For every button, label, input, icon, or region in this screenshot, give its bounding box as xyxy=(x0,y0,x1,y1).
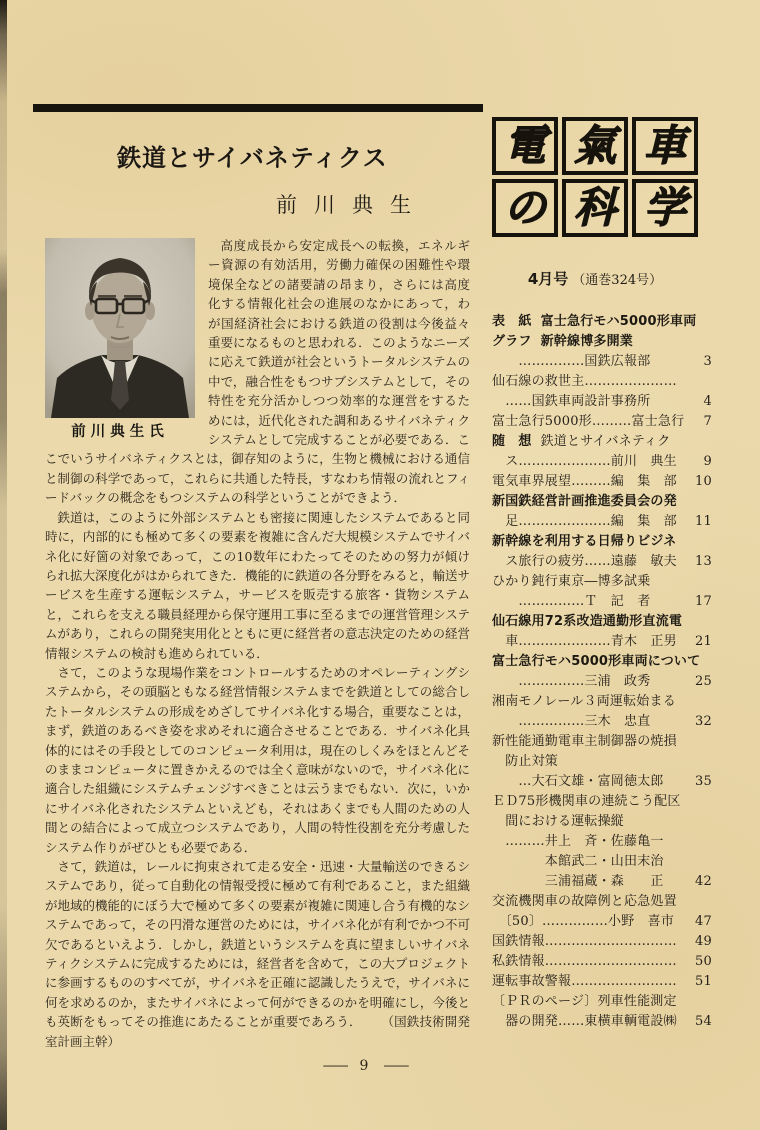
toc-list xyxy=(492,310,712,1030)
toc-entry xyxy=(492,750,712,770)
issue-volume: （通巻324号） xyxy=(572,273,663,288)
logo-character-cell: 車 xyxy=(632,117,698,175)
toc-page-number: 54 xyxy=(695,1014,712,1029)
toc-entry xyxy=(492,530,712,550)
toc-entry xyxy=(492,570,712,590)
toc-entry xyxy=(492,830,712,850)
toc-section-label: 随 想 xyxy=(492,434,532,449)
logo-character-cell: 氣 xyxy=(562,117,628,175)
toc-entry xyxy=(492,310,712,330)
toc-page-number: 21 xyxy=(695,634,712,649)
toc-entry xyxy=(492,470,712,490)
toc-entry xyxy=(492,1010,712,1030)
toc-entry-title: 私鉄情報………………………… xyxy=(492,954,677,969)
toc-entry xyxy=(492,970,712,990)
logo-character-cell: 電 xyxy=(492,117,558,175)
author-credit: （国鉄技術開発室計画主幹） xyxy=(45,1014,470,1049)
toc-entry-title: 電気車界展望………編 集 部 xyxy=(492,474,677,489)
toc-page-number: 17 xyxy=(695,594,712,609)
toc-page-number: 49 xyxy=(695,934,712,949)
toc-entry-title: 車…………………青木 正男 xyxy=(492,634,677,649)
magazine-logo xyxy=(492,117,698,237)
toc-page-number: 42 xyxy=(695,874,712,889)
toc-entry-title: 足…………………編 集 部 xyxy=(492,514,677,529)
toc-entry-title: 仙石線用72系改造通勤形直流電 xyxy=(492,614,683,629)
toc-entry-title: 富士急行モハ5000形車両について xyxy=(492,654,701,669)
toc-entry xyxy=(492,490,712,510)
photo-caption: 前川典生氏 xyxy=(71,423,169,440)
toc-entry xyxy=(492,850,712,870)
toc-page-number: 51 xyxy=(695,974,712,989)
toc-entry-title: 〔50〕……………小野 喜市 xyxy=(492,914,675,929)
toc-entry xyxy=(492,510,712,530)
logo-character-cell: 学 xyxy=(632,179,698,237)
toc-entry-title: 本館武二・山田末治 xyxy=(492,854,664,869)
toc-entry-title: 三浦福蔵・森 正 xyxy=(492,874,664,889)
toc-entry-title: 新幹線を利用する日帰りビジネ xyxy=(492,534,677,549)
toc-page-number: 7 xyxy=(703,414,712,429)
toc-entry xyxy=(492,770,712,790)
toc-section-label: グラフ xyxy=(492,334,532,349)
toc-entry-title: 鉄道とサイバネティク xyxy=(540,434,671,449)
page-scan-edge xyxy=(0,0,7,1130)
toc-entry-title: 新幹線博多開業 xyxy=(540,334,634,349)
toc-entry-title: ……………三浦 政秀 xyxy=(492,674,651,689)
toc-entry-title: 富士急行5000形………富士急行 xyxy=(492,414,685,429)
toc-entry-title: 間における運転操縦 xyxy=(492,814,625,829)
toc-entry xyxy=(492,670,712,690)
toc-page-number: 47 xyxy=(695,914,712,929)
toc-column xyxy=(492,117,712,1030)
toc-entry xyxy=(492,910,712,930)
toc-page-number: 3 xyxy=(703,354,712,369)
toc-page-number: 4 xyxy=(703,394,712,409)
toc-entry xyxy=(492,730,712,750)
article-author: 前川典生 xyxy=(276,193,428,217)
article-paragraph: 高度成長から安定成長への転換，エネルギー資源の有効活用，労働力確保の困難性や環境保全などの諸要請の昂まり，さらには高度化する情報化社会の進展のなかにあって，わが国経済社会における鉄道の役割は今後益々重要になるものと思われる．このようなニーズに応えて鉄道が社会というトータルシステムの中で，融合性をもつサブシステムとして，その特性を充分活かしつつ効率的な運営をするためには，近代化された調和あるサイバネティクシステムとして完成することが必要である．ここでいうサイバネティクスとは，御存知のように，生物と機械における通信と制御の科学であって，これらに共通した特長，すなわち情報の流れとフィードバックの概念をもつシステムの科学ということができよう． xyxy=(45,238,470,506)
toc-entry-title: ＥＤ75形機関車の連続こう配区 xyxy=(492,794,681,809)
toc-entry-title: ス旅行の疲労……遠藤 敏夫 xyxy=(492,554,677,569)
toc-entry-title: ……………国鉄広報部 xyxy=(492,354,651,369)
article-paragraph: さて，鉄道は，レールに拘束されて走る安全・迅速・大量輸送のできるシステムであり，従って自動化の情報受授に極めて有利であること，また組織が地域的機能的にぼう大で極めて多くの要素が複雑に関連し合う有機的なシステムであって，その円滑な運営のためには，サイバネ化が有利でかつ不可欠であるといえよう．しかし，鉄道というシステムを真に望ましいサイバネティクシステムに完成するためには，経営者を含めて，この大プロジェクトに参画するもののすべてが，サイバネを正確に認識したうえで，サイバネに何を求めるのか，またサイバネによって何ができるのかを明確にし，今後とも英断をもってその推進にあたることが重要であろう． （国鉄技術開発室計画主幹） xyxy=(45,859,471,1049)
toc-entry xyxy=(492,950,712,970)
toc-page-number: 13 xyxy=(695,554,712,569)
article-top-rule xyxy=(33,104,483,112)
issue-line xyxy=(492,268,698,289)
toc-page-number: 32 xyxy=(695,714,712,729)
toc-entry-title: 国鉄情報………………………… xyxy=(492,934,677,949)
article-column xyxy=(45,112,470,1051)
toc-entry-title: 新性能通勤電車主制御器の焼損 xyxy=(492,734,677,749)
toc-entry xyxy=(492,410,712,430)
toc-entry xyxy=(492,430,712,450)
toc-entry-title: …大石文雄・富岡徳太郎 xyxy=(492,774,664,789)
toc-entry xyxy=(492,690,712,710)
toc-entry-title: ……………Ｔ 記 者 xyxy=(492,594,651,609)
toc-entry-title: ……国鉄車両設計事務所 xyxy=(492,394,651,409)
toc-page-number: 35 xyxy=(695,774,712,789)
toc-page-number: 10 xyxy=(695,474,712,489)
toc-entry-title: 器の開発……東横車輌電設㈱ xyxy=(492,1014,677,1029)
toc-entry xyxy=(492,930,712,950)
toc-entry xyxy=(492,990,712,1010)
toc-entry-title: ス…………………前川 典生 xyxy=(492,454,677,469)
article-paragraph: さて，このような現場作業をコントロールするためのオペレーティングシステムから，その頭脳ともなる経営情報システムまでを鉄道としての総合したトータルシステムの形成をめざしてサイバネ化する場合，重要なことは，まず，鉄道のあるべき姿を求めそれに適合させることである．サイバネ化具体的にはその手段としてのコンピュータ利用は，現在のしくみをほとんどそのままコンピュータに置きかえるのでは全く意味がないので，サイバネ化に適合した組織にシステムチェンジすべきことは云うまでもない．次に，いかにサイバネ化されたシステムといえども，それはあくまでも人間のための人間との結合によって成立つシステムであり，人間の特性役割を充分考慮したシステム作りがぜひとも必要である． xyxy=(45,664,471,855)
toc-entry xyxy=(492,550,712,570)
toc-entry xyxy=(492,450,712,470)
toc-entry-title: 〔ＰＲのページ〕列車性能測定 xyxy=(492,994,677,1009)
toc-entry-title: 湘南モノレール３両運転始まる xyxy=(492,694,676,709)
toc-entry xyxy=(492,790,712,810)
toc-entry xyxy=(492,890,712,910)
toc-entry xyxy=(492,710,712,730)
toc-page-number: 25 xyxy=(695,674,712,689)
toc-entry xyxy=(492,810,712,830)
toc-entry-title: 防止対策 xyxy=(492,754,559,769)
article-body xyxy=(45,236,470,1051)
toc-page-number: 9 xyxy=(703,454,712,469)
toc-entry-title: ……………三木 忠直 xyxy=(492,714,651,729)
toc-entry-title: 交流機関車の故障例と応急処置 xyxy=(492,894,677,909)
toc-entry xyxy=(492,870,712,890)
issue-month: 4月号 xyxy=(527,270,569,288)
toc-page-number: 50 xyxy=(695,954,712,969)
toc-entry xyxy=(492,650,712,670)
toc-entry xyxy=(492,590,712,610)
toc-entry xyxy=(492,610,712,630)
article-paragraph: 鉄道は，このように外部システムとも密接に関連したシステムであると同時に，内部的にも極めて多くの要素を複雑に含んだ大規模システムでサイバネ化に好箇の対象であって，この10数年にわたってそのための努力が傾けられ拡大深度化がはかられてきた．機能的に鉄道の各分野をみると，輸送サービスを生産する運転システム，サービスを販売する旅客・貨物システムと，これらを支える職員経理から保守運用工事に至るまでの運営管理システムがあり，これらの開発実用化とともに更に経営者の意志決定のための経営情報システムの検討も進められている． xyxy=(45,509,471,661)
article-title: 鉄道とサイバネティクス xyxy=(117,143,388,172)
toc-page-number: 11 xyxy=(695,514,712,529)
toc-section-label: 表 紙 xyxy=(492,314,532,329)
page-number: —— 9 —— xyxy=(322,1058,408,1074)
author-photo-block xyxy=(45,238,195,441)
toc-entry-title: 新国鉄経営計画推進委員会の発 xyxy=(492,494,677,509)
author-portrait-photo xyxy=(45,238,195,418)
toc-entry xyxy=(492,330,712,350)
toc-entry xyxy=(492,370,712,390)
logo-character-cell: の xyxy=(492,179,558,237)
toc-entry-title: 富士急行モハ5000形車両 xyxy=(540,314,697,329)
toc-entry-title: 仙石線の救世主………………… xyxy=(492,374,677,389)
toc-entry xyxy=(492,630,712,650)
toc-entry xyxy=(492,390,712,410)
toc-entry-title: 運転事故警報…………………… xyxy=(492,974,677,989)
toc-entry xyxy=(492,350,712,370)
logo-character-cell: 科 xyxy=(562,179,628,237)
toc-entry-title: ………井上 斉・佐藤亀一 xyxy=(492,834,664,849)
toc-entry-title: ひかり鈍行東京―博多試乗 xyxy=(492,574,651,589)
